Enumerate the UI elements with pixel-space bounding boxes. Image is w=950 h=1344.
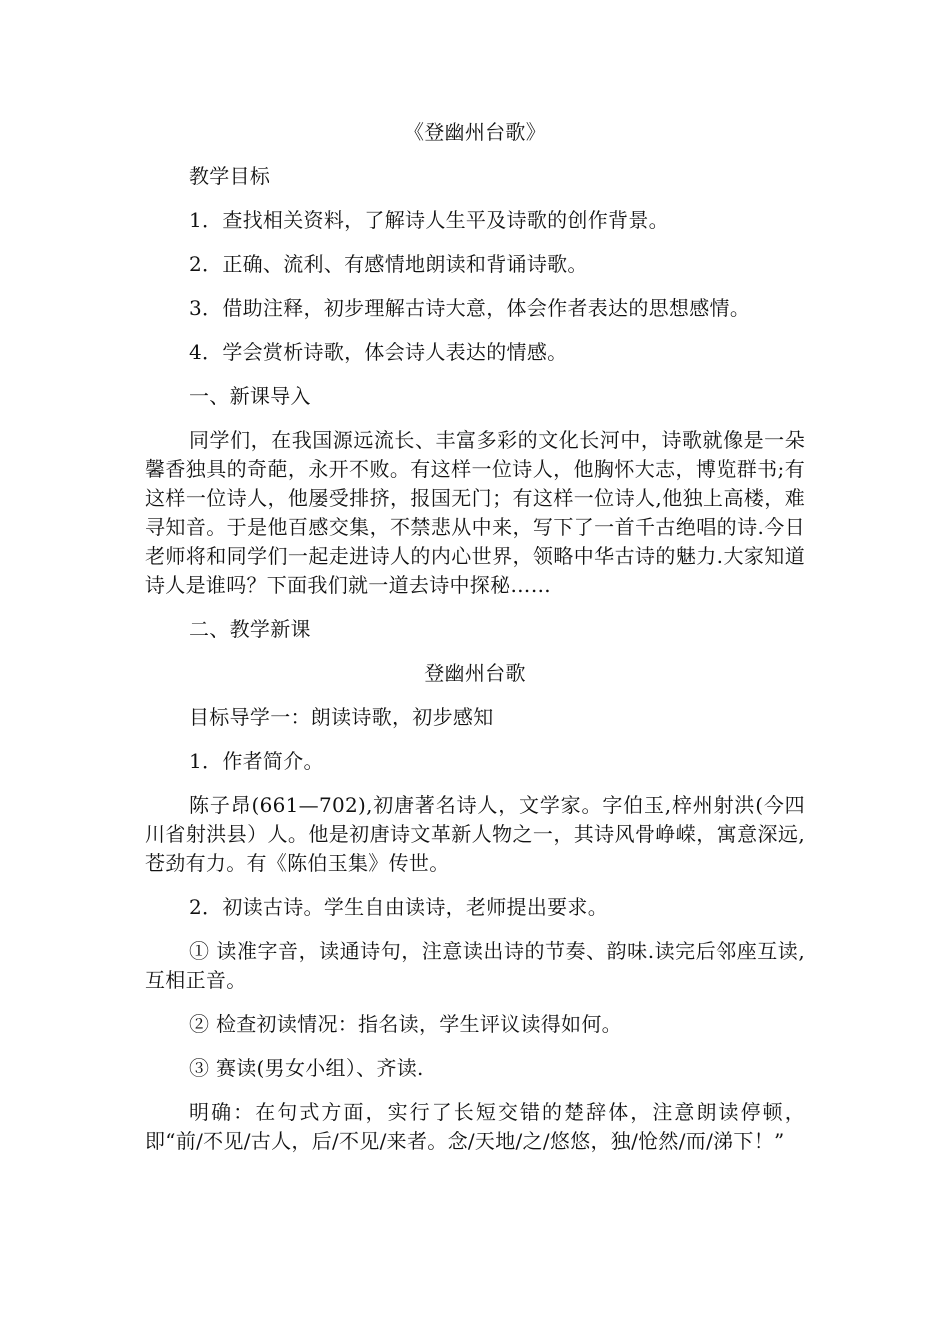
reading-requirement: ③ 赛读(男女小组）、齐读. [189, 1056, 424, 1080]
intro-paragraph: 同学们，在我国源远流长、丰富多彩的文化长河中，诗歌就像是一朵馨香独具的奇葩，永开不败。有这样一位诗人，他胸怀大志，博览群书;有这样一位诗人，他屡受排挤，报国无门；有这样一位诗人,他独上高楼，难寻知音。于是他百感交集，不禁悲从中来，写下了一首千古绝唱的诗.今日老师将和同学们一起走进诗人的内心世界，领略中华古诗的魅力.大家知道诗人是谁吗？下面我们就一道去诗中探秘…… [145, 428, 805, 597]
objective-item: 2．正确、流利、有感情地朗读和背诵诗歌。 [189, 252, 588, 276]
reading-requirement: ① 读准字音，读通诗句，注意读出诗的节奏、韵味.读完后邻座互读,互相正音。 [145, 939, 805, 992]
step-first-reading: 2．初读古诗。学生自由读诗，老师提出要求。 [189, 895, 609, 919]
document-body [145, 118, 805, 1171]
guide-heading: 目标导学一：朗读诗歌，初步感知 [189, 705, 494, 729]
reading-requirement: ② 检查初读情况：指名读，学生评议读得如何。 [189, 1012, 622, 1036]
section-heading-intro: 一、新课导入 [189, 384, 311, 408]
document-title: 《登幽州台歌》 [403, 120, 547, 144]
objective-item: 3．借助注释，初步理解古诗大意，体会作者表达的思想感情。 [189, 296, 751, 320]
step-author-intro: 1．作者简介。 [189, 749, 324, 773]
objectives-heading: 教学目标 [189, 164, 271, 188]
clarification-paragraph: 明确：在句式方面，实行了长短交错的楚辞体，注意朗读停顿，即“前/不见/古人，后/不见/来者。念/天地/之/悠悠，独/怆然/而/涕下！” [145, 1100, 805, 1153]
author-intro-paragraph: 陈子昂(661—702),初唐著名诗人，文学家。字伯玉,梓州射洪(今四川省射洪县）人。他是初唐诗文革新人物之一，其诗风骨峥嵘，寓意深远,苍劲有力。有《陈伯玉集》传世。 [145, 793, 805, 875]
poem-title: 登幽州台歌 [424, 661, 526, 685]
objective-item: 1．查找相关资料，了解诗人生平及诗歌的创作背景。 [189, 208, 669, 232]
section-heading-new-lesson: 二、教学新课 [189, 617, 311, 641]
objective-item: 4．学会赏析诗歌，体会诗人表达的情感。 [189, 340, 568, 364]
